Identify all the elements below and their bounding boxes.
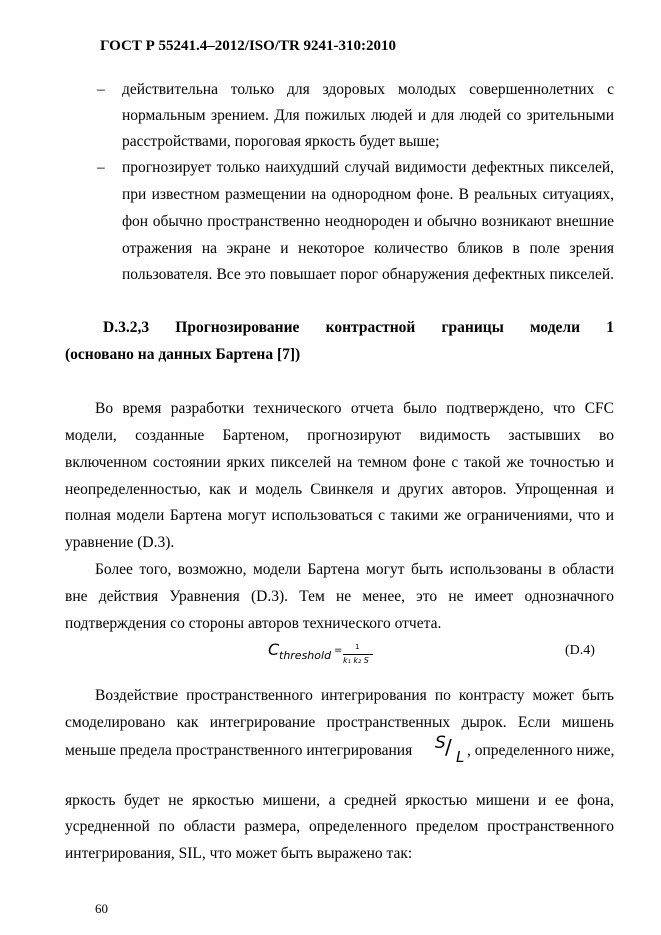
- para3-line6: интегрирования, SIL, что может быть выражено так:: [65, 845, 413, 862]
- bullet2-line5: пользователя. Все это повышает порог обнаружения дефектных пикселей.: [122, 266, 614, 283]
- page-number: 60: [95, 901, 108, 916]
- para1-line1: Во время разработки технического отчета было подтверждено, что CFC: [95, 400, 614, 417]
- equation-symbol-c: C: [268, 640, 280, 659]
- equation-numerator: 1: [355, 643, 360, 651]
- para3-line3-start: меньше предела пространственного интегрирования: [65, 742, 413, 759]
- para2-line1: Более того, возможно, модели Бартена могут быть использованы в области: [95, 561, 614, 578]
- fraction-s: S: [435, 733, 446, 753]
- para3-line1: Воздействие пространственного интегрирования по контрасту может быть: [95, 687, 614, 704]
- bullet1-line1: действительна только для здоровых молодых совершеннолетних с: [122, 81, 614, 98]
- bullet2-line3: фон обычно пространственно неоднороден и обычно возникают внешние: [122, 213, 614, 230]
- para1-line3: включенном состоянии ярких пикселей на темном фоне с такой же точностью и: [65, 454, 614, 471]
- fraction-slash: /: [445, 735, 452, 759]
- para3-line5: усредненной по области размера, определенного пределом пространственного: [65, 818, 614, 835]
- bullet2-line2: при известном размещении на однородном фоне. В реальных ситуациях,: [122, 186, 614, 203]
- list-dash: –: [97, 159, 105, 176]
- equation-subscript: threshold: [279, 649, 332, 662]
- para3-line3-end: , определенного ниже,: [467, 742, 615, 759]
- section-heading-line2: (основано на данных Бартена [7]): [65, 346, 301, 363]
- para3-line4: яркость будет не яркостью мишени, а средней яркостью мишени и ее фона,: [65, 792, 614, 809]
- section-heading-line1: D.3.2,3 Прогнозирование контрастной границы модели 1: [103, 319, 614, 336]
- fraction-l: L: [456, 748, 465, 766]
- para3-line2: смоделировано как интегрирование пространственных дырок. Если мишень: [65, 714, 614, 731]
- para2-line2: вне действия Уравнения (D.3). Тем не менее, это не имеет однозначного: [65, 588, 614, 605]
- equation-equals: =: [334, 645, 343, 656]
- equation-number: (D.4): [565, 643, 595, 658]
- equation-denominator: k₁ k₂ S: [343, 656, 369, 665]
- bullet1-line3: расстройствами, пороговая яркость будет выше;: [122, 133, 440, 150]
- para1-line6: уравнение (D.3).: [65, 534, 175, 551]
- document-header: ГОСТ Р 55241.4–2012/ISO/TR 9241-310:2010: [100, 38, 397, 54]
- para1-line5: полная модели Бартена могут использоваться с такими же ограничениями, что и: [65, 507, 614, 524]
- bullet2-line4: отражения на экране и некоторое количество бликов в поле зрения: [122, 240, 614, 257]
- para2-line3: подтверждения со стороны авторов технического отчета.: [65, 615, 442, 632]
- list-dash: –: [97, 81, 105, 98]
- bullet1-line2: нормальным зрением. Для пожилых людей и для людей со зрительными: [122, 107, 614, 124]
- equation-fraction-bar: [343, 654, 373, 655]
- para1-line2: модели, созданные Бартеном, прогнозируют видимость застывших во: [65, 427, 614, 444]
- bullet2-line1: прогнозирует только наихудший случай видимости дефектных пикселей,: [122, 159, 614, 176]
- para1-line4: неопределенностью, как и модель Свинкеля и других авторов. Упрощенная и: [65, 481, 614, 498]
- para3-line3: [65, 733, 615, 766]
